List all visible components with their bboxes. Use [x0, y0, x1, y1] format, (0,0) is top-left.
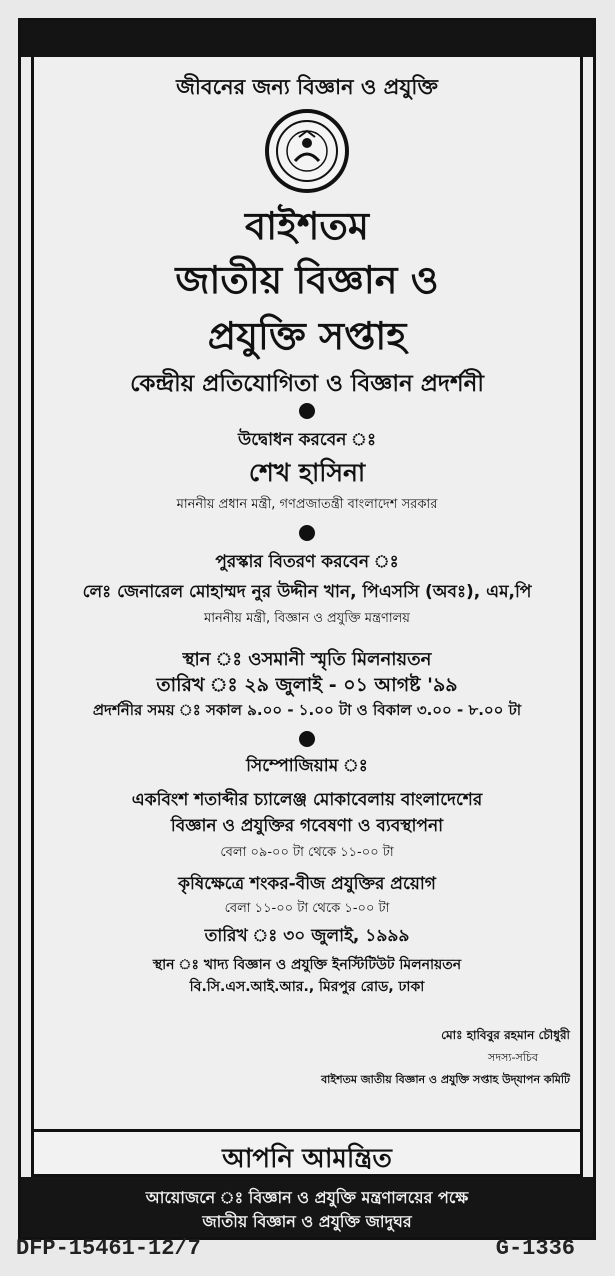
prize-name: লেঃ জেনারেল মোহাম্মদ নুর উদ্দীন খান, পিএসসি (অবঃ), এম,পি [82, 582, 532, 602]
symposium-label: সিম্পোজিয়াম ঃ [246, 756, 368, 776]
bullet-dot-icon [299, 403, 315, 419]
signatory-name: মোঃ হাবিবুর রহমান চৌধুরী [441, 1028, 570, 1042]
venue-date: তারিখ ঃ ২৯ জুলাই - ০১ আগষ্ট '৯৯ [156, 674, 458, 696]
subtitle: কেন্দ্রীয় প্রতিযোগিতা ও বিজ্ঞান প্রদর্শনী [130, 371, 484, 397]
slogan: জীবনের জন্য বিজ্ঞান ও প্রযুক্তি [176, 75, 438, 99]
title-line-1: বাইশতম [244, 204, 370, 248]
content-panel [31, 57, 583, 1129]
inauguration-label: উদ্বোধন করবেন ঃ [237, 430, 377, 450]
organizer-line-2: জাতীয় বিজ্ঞান ও প্রযুক্তি জাদুঘর [202, 1212, 412, 1231]
emblem-seal-icon [265, 109, 349, 193]
symposium-topic-2-time: বেলা ১১-০০ টা থেকে ১-০০ টা [224, 901, 390, 916]
title-line-2: জাতীয় বিজ্ঞান ও [175, 258, 439, 302]
signatory-role: সদস্য-সচিব [488, 1051, 538, 1064]
invitation-text: আপনি আমন্ত্রিত [222, 1144, 392, 1174]
reference-code-right: G-1336 [495, 1236, 575, 1261]
prize-designation: মাননীয় মন্ত্রী, বিজ্ঞান ও প্রযুক্তি মন্ত্রণালয় [204, 611, 410, 626]
symposium-topic-2: কৃষিক্ষেত্রে শংকর-বীজ প্রযুক্তির প্রয়োগ [178, 874, 436, 894]
symposium-topic-1-line-1: একবিংশ শতাব্দীর চ্যালেঞ্জ মোকাবেলায় বাংলাদেশের [131, 790, 483, 810]
invitation-box [31, 1129, 583, 1177]
organizer-band [21, 1177, 593, 1237]
organizer-line-1: আয়োজনে ঃ বিজ্ঞান ও প্রযুক্তি মন্ত্রণালয়ের পক্ষে [145, 1188, 469, 1207]
exhibition-time: প্রদর্শনীর সময় ঃ সকাল ৯.০০ - ১.০০ টা ও বিকাল ৩.০০ - ৮.০০ টা [92, 701, 522, 719]
bullet-dot-icon [299, 731, 315, 747]
title-line-3: প্রযুক্তি সপ্তাহ [207, 314, 407, 358]
bullet-dot-icon [299, 525, 315, 541]
inauguration-name: শেখ হাসিনা [248, 458, 366, 487]
prize-label: পুরস্কার বিতরণ করবেন ঃ [215, 552, 399, 572]
symposium-date: তারিখ ঃ ৩০ জুলাই, ১৯৯৯ [204, 926, 410, 946]
symposium-place-line-1: স্থান ঃ খাদ্য বিজ্ঞান ও প্রযুক্তি ইনস্টিটিউট মিলনায়তন [152, 957, 462, 973]
committee-name: বাইশতম জাতীয় বিজ্ঞান ও প্রযুক্তি সপ্তাহ উদ্‌যাপন কমিটি [321, 1073, 570, 1086]
advertisement [18, 18, 596, 1240]
symposium-topic-1-time: বেলা ০৯-০০ টা থেকে ১১-০০ টা [220, 845, 394, 860]
inauguration-designation: মাননীয় প্রধান মন্ত্রী, গণপ্রজাতন্ত্রী বাংলাদেশ সরকার [176, 497, 438, 512]
symposium-topic-1-line-2: বিজ্ঞান ও প্রযুক্তির গবেষণা ও ব্যবস্থাপনা [170, 816, 444, 836]
venue-place: স্থান ঃ ওসমানী স্মৃতি মিলনায়তন [182, 649, 432, 670]
reference-code-left: DFP-15461-12/7 [16, 1236, 201, 1261]
symposium-place-line-2: বি.সি.এস.আই.আর., মিরপুর রোড, ঢাকা [189, 979, 425, 995]
top-black-band [21, 21, 593, 57]
